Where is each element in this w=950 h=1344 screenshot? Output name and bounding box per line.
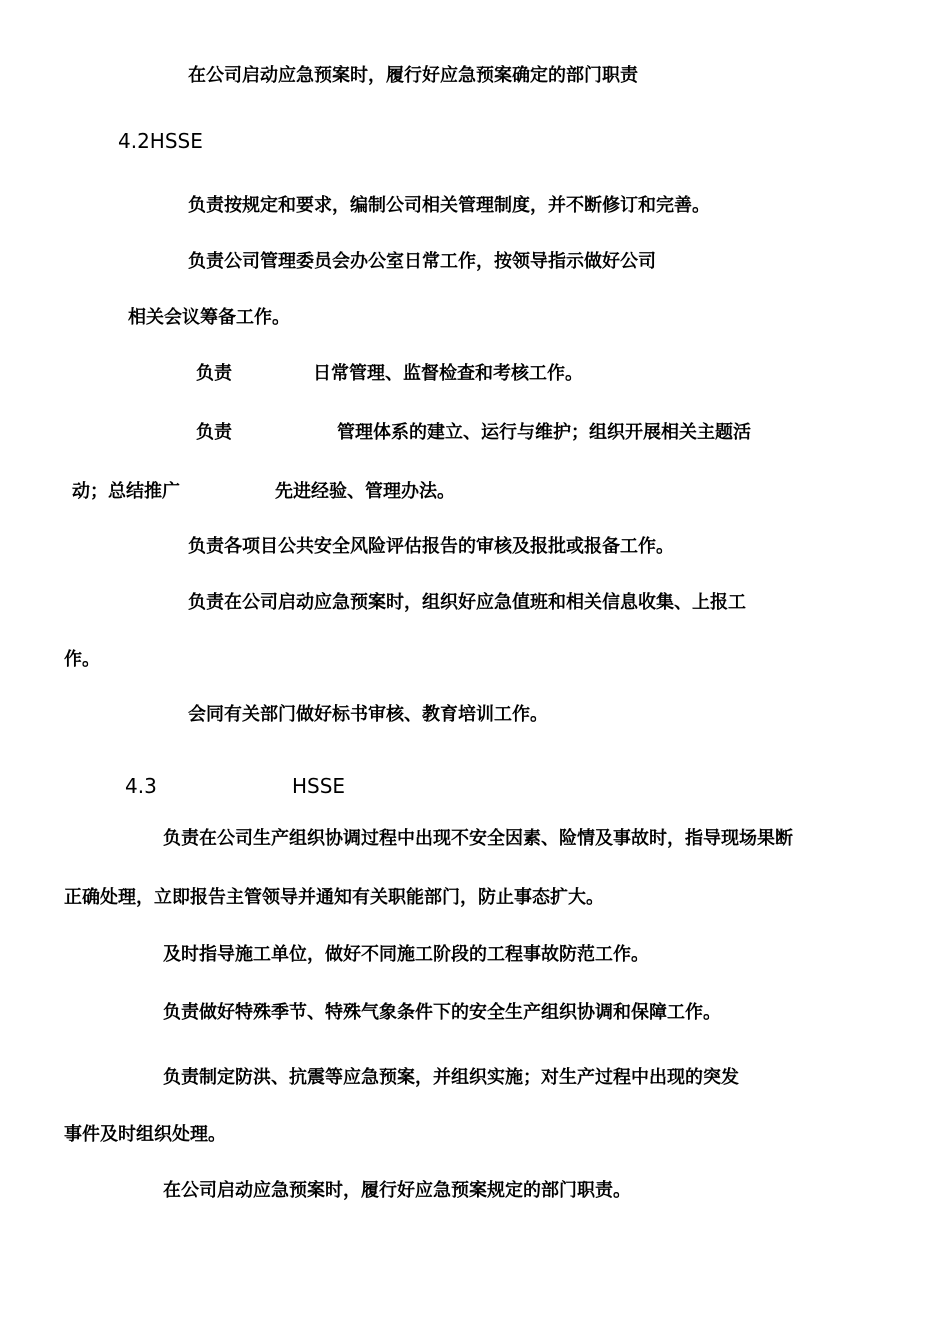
section-4-3-paragraph-1-line-2: 正确处理，立即报告主管领导并通知有关职能部门，防止事态扩大。 [64,887,604,908]
section-4-2-paragraph-6-line-2: 作。 [64,649,100,670]
section-4-2-heading: 4.2HSSE [118,129,203,153]
section-4-3-paragraph-5: 在公司启动应急预案时，履行好应急预案规定的部门职责。 [163,1180,631,1201]
section-4-3-paragraph-2: 及时指导施工单位，做好不同施工阶段的工程事故防范工作。 [163,944,649,965]
section-4-3-heading-number: 4.3 [125,774,157,798]
section-4-2-paragraph-2-line-2: 相关会议筹备工作。 [128,307,290,328]
section-4-3-paragraph-4-line-2: 事件及时组织处理。 [64,1124,226,1145]
section-4-2-paragraph-1: 负责按规定和要求，编制公司相关管理制度，并不断修订和完善。 [188,195,710,216]
section-4-3-paragraph-3: 负责做好特殊季节、特殊气象条件下的安全生产组织协调和保障工作。 [163,1002,721,1023]
section-4-2-paragraph-3-lead: 负责 [196,363,232,384]
section-4-2-paragraph-7: 会同有关部门做好标书审核、教育培训工作。 [188,704,548,725]
section-4-2-paragraph-3-text: 日常管理、监督检查和考核工作。 [313,363,583,384]
section-4-2-paragraph-4-line-2-lead: 动；总结推广 [72,481,180,502]
section-4-2-paragraph-6-line-1: 负责在公司启动应急预案时，组织好应急值班和相关信息收集、上报工 [188,592,746,613]
section-4-1-tail-paragraph: 在公司启动应急预案时，履行好应急预案确定的部门职责 [188,65,638,86]
section-4-2-paragraph-4-text: 管理体系的建立、运行与维护；组织开展相关主题活 [337,422,751,443]
section-4-2-paragraph-4-line-2-text: 先进经验、管理办法。 [275,481,455,502]
section-4-2-paragraph-4-lead: 负责 [196,422,232,443]
section-4-2-paragraph-5: 负责各项目公共安全风险评估报告的审核及报批或报备工作。 [188,536,674,557]
section-4-3-paragraph-1-line-1: 负责在公司生产组织协调过程中出现不安全因素、险情及事故时，指导现场果断 [163,828,793,849]
section-4-2-paragraph-2-line-1: 负责公司管理委员会办公室日常工作，按领导指示做好公司 [188,251,656,272]
section-4-3-heading-text: HSSE [292,774,346,798]
section-4-3-paragraph-4-line-1: 负责制定防洪、抗震等应急预案，并组织实施；对生产过程中出现的突发 [163,1067,739,1088]
